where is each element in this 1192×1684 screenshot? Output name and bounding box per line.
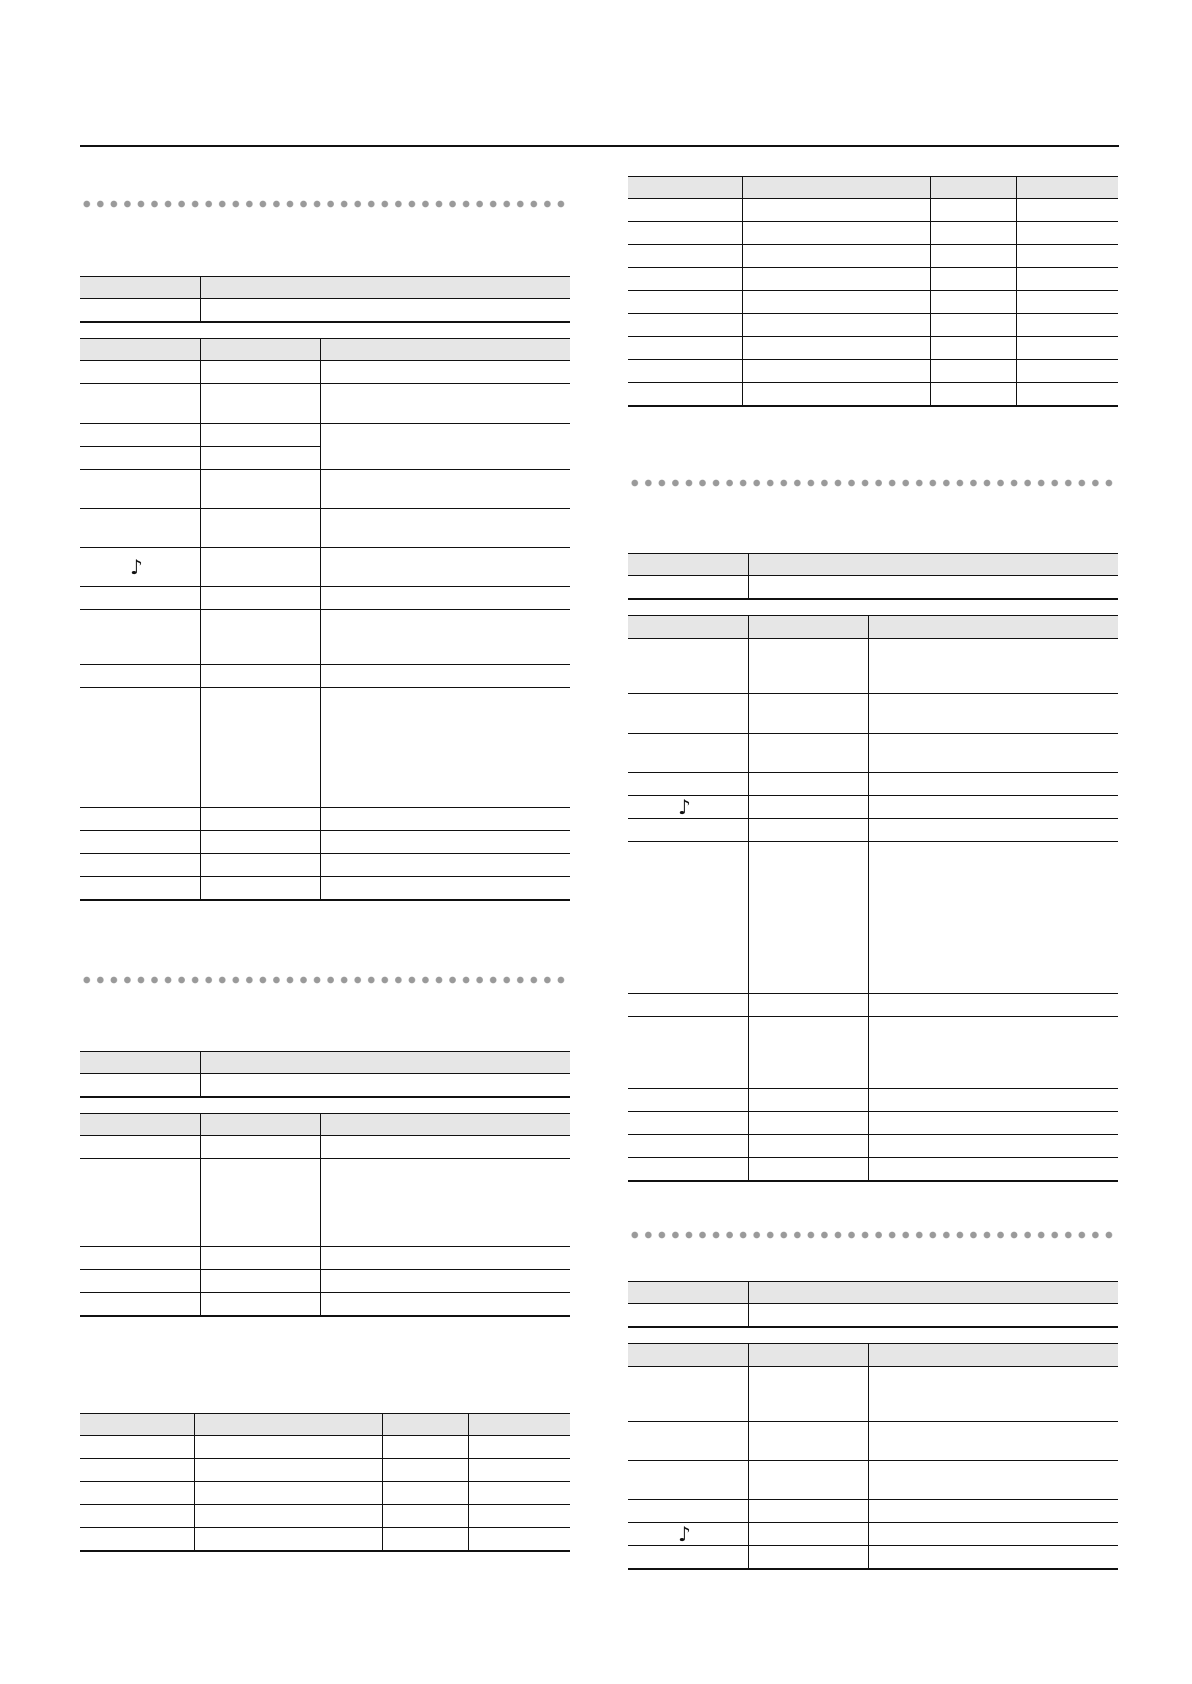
table-row — [628, 337, 1118, 360]
table-row — [80, 548, 570, 587]
parameter-table — [80, 1113, 570, 1317]
table-row — [80, 1482, 570, 1505]
value-table — [80, 1413, 570, 1552]
table-header-row — [628, 616, 1118, 639]
table-row — [80, 1528, 570, 1550]
table-row — [628, 773, 1118, 796]
table-row — [80, 877, 570, 899]
table-row — [628, 994, 1118, 1017]
table-row — [628, 245, 1118, 268]
table-row — [628, 819, 1118, 842]
table-row — [80, 470, 570, 509]
table-row — [628, 383, 1118, 405]
table-header-row — [80, 277, 570, 299]
table-row — [628, 222, 1118, 245]
value-table — [628, 176, 1118, 407]
table-row — [628, 1461, 1118, 1500]
table-row — [80, 1270, 570, 1293]
section-title-table — [80, 276, 570, 323]
table-row — [628, 842, 1118, 994]
parameter-table — [628, 1343, 1118, 1570]
table-header-row — [80, 1052, 570, 1074]
table-row — [80, 384, 570, 424]
table-row — [628, 1089, 1118, 1112]
table-row — [628, 360, 1118, 383]
table-row — [628, 694, 1118, 734]
table-row — [80, 610, 570, 665]
table-row — [80, 688, 570, 808]
section-title-table — [628, 1281, 1118, 1328]
table-row — [628, 1546, 1118, 1568]
table-row — [80, 1459, 570, 1482]
table-row — [628, 1422, 1118, 1461]
table-row — [80, 587, 570, 610]
table-row — [628, 199, 1118, 222]
table-header-row — [80, 1114, 570, 1136]
table-row — [628, 1158, 1118, 1180]
table-row — [80, 1293, 570, 1315]
header-rule — [80, 145, 1119, 147]
table-row — [628, 1367, 1118, 1422]
table-row — [628, 1135, 1118, 1158]
table-row — [80, 361, 570, 384]
section-title-table — [80, 1051, 570, 1098]
table-row — [80, 1436, 570, 1459]
table-row — [628, 576, 1118, 598]
table-row — [80, 299, 570, 321]
table-row-merged — [80, 424, 570, 470]
table-row — [80, 1159, 570, 1247]
table-row — [628, 268, 1118, 291]
section-title-table — [628, 553, 1118, 600]
table-row — [628, 1017, 1118, 1089]
table-header-row — [628, 1282, 1118, 1304]
table-row — [80, 1247, 570, 1270]
table-row — [80, 831, 570, 854]
eighth-note-icon: ♪ — [678, 795, 691, 819]
table-header-row — [628, 1344, 1118, 1367]
table-row — [628, 1304, 1118, 1326]
table-header-row — [628, 554, 1118, 576]
section-divider-dots — [628, 479, 1118, 487]
section-divider-dots — [80, 976, 570, 984]
parameter-table — [80, 338, 570, 901]
table-row — [80, 854, 570, 877]
eighth-note-icon: ♪ — [678, 1522, 691, 1546]
table-row — [80, 665, 570, 688]
table-row — [628, 734, 1118, 773]
eighth-note-icon: ♪ — [130, 555, 143, 579]
table-row — [80, 808, 570, 831]
section-divider-dots — [628, 1231, 1118, 1239]
table-row — [628, 1112, 1118, 1135]
table-row — [80, 1505, 570, 1528]
table-row — [628, 1523, 1118, 1546]
section-divider-dots — [80, 200, 570, 208]
table-row — [628, 639, 1118, 694]
table-header-row — [80, 339, 570, 361]
table-row — [628, 314, 1118, 337]
table-row — [628, 796, 1118, 819]
table-header-row — [628, 177, 1118, 199]
table-header-row — [80, 1414, 570, 1436]
parameter-table — [628, 615, 1118, 1182]
table-row — [628, 291, 1118, 314]
table-row — [80, 1074, 570, 1096]
table-row — [628, 1500, 1118, 1523]
table-row — [80, 1136, 570, 1159]
table-row — [80, 509, 570, 548]
